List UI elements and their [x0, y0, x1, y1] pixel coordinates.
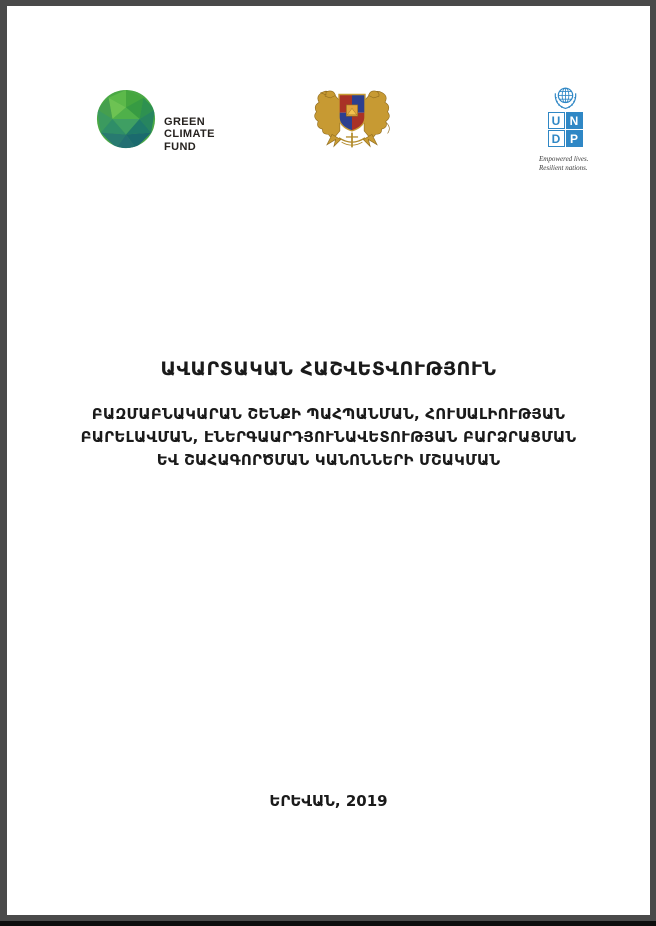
gcf-logo-text	[164, 116, 215, 155]
subtitle-line-2: ԲԱՐԵԼԱՎՄԱՆ, ԷՆԵՐԳԱԱՐԴՅՈՒՆԱՎԵՏՈՒԹՅԱՆ ԲԱՐՁՐԱՑՄԱՆ	[80, 428, 577, 446]
undp-letter-d: D	[548, 130, 565, 147]
subtitle-line-1: ԲԱԶՄԱԲՆԱԿԱՐԱՆ ՇԵՆՔԻ ՊԱՀՊԱՆՄԱՆ, ՀՈՒՍԱԼԻՈՒԹՅԱՆ	[91, 405, 566, 423]
imprint-city-year: ԵՐԵՎԱՆ, 2019	[269, 792, 388, 810]
undp-letter-p: P	[566, 130, 583, 147]
document-title: ԱՎԱՐՏԱԿԱՆ ՀԱՇՎԵՏՎՈՒԹՅՈՒՆ	[160, 358, 497, 380]
gcf-word-fund: FUND	[164, 140, 197, 153]
undp-tagline-line1: Empowered lives.	[539, 155, 589, 163]
undp-tagline-line2: Resilient nations.	[539, 163, 588, 172]
document-page	[7, 6, 650, 915]
undp-logo	[538, 84, 592, 172]
gcf-word-climate: CLIMATE	[164, 128, 215, 140]
undp-tagline	[538, 155, 592, 172]
undp-letter-u: U	[548, 112, 565, 129]
gcf-logo	[95, 88, 215, 154]
undp-letter-n: N	[566, 112, 583, 129]
subtitle-line-3: ԵՎ ՇԱՀԱԳՈՐԾՄԱՆ ԿԱՆՈՆՆԵՐԻ ՄՇԱԿՄԱՆ	[156, 451, 501, 469]
gcf-word-green: GREEN	[164, 115, 206, 128]
undp-letter-grid	[548, 112, 583, 147]
un-laurel-globe-icon	[538, 84, 592, 111]
armenia-coat-of-arms-icon	[313, 84, 391, 161]
gcf-faceted-globe-icon	[95, 88, 157, 154]
document-subtitle	[7, 403, 650, 472]
